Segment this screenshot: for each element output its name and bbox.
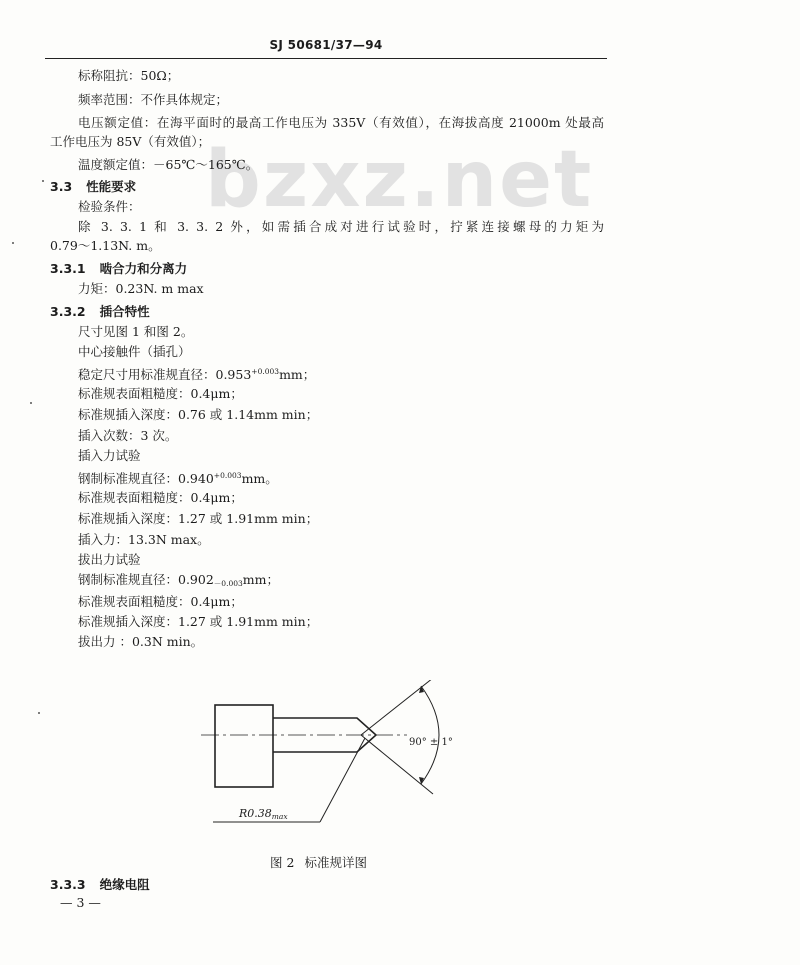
para-roughness-2: 标准规表面粗糙度：0.4μm； (78, 490, 243, 505)
scan-speck (38, 712, 40, 714)
angle-label: 90° ± 1° (409, 737, 453, 748)
para-roughness-3: 标准规表面粗糙度：0.4μm； (78, 594, 243, 609)
section-3-3-1-heading (50, 261, 187, 277)
tolerance-subscript: －0.003 (213, 579, 243, 588)
section-title: 啮合力和分离力 (99, 261, 188, 276)
para-gauge-diameter-2 (78, 468, 278, 487)
unit: mm。 (241, 471, 278, 486)
gauge-head (215, 705, 273, 787)
section-3-3-3-heading (50, 877, 150, 893)
para-torque-2: 0.79～1.13N. m。 (50, 238, 161, 253)
section-number: 3.3.3 (50, 877, 86, 892)
gauge-drawing (195, 680, 475, 845)
para-depth-1: 标准规插入深度：0.76 或 1.14mm min； (78, 407, 319, 422)
para-torque-1: 除 3. 3. 1 和 3. 3. 2 外，如需插合成对进行试验时，拧紧连接螺母的力矩为 (78, 219, 604, 234)
figure-title: 标准规详图 (304, 855, 367, 870)
section-number: 3.3 (50, 179, 73, 194)
para-impedance: 标称阻抗：50Ω； (78, 68, 180, 83)
para-gauge-diameter-1 (78, 364, 315, 383)
para-insert-force-test: 插入力试验 (78, 448, 141, 463)
para-depth-2: 标准规插入深度：1.27 或 1.91mm min； (78, 511, 319, 526)
para-depth-3: 标准规插入深度：1.27 或 1.91mm min； (78, 614, 319, 629)
para-test-conditions: 检验条件： (78, 199, 141, 214)
para-temperature: 温度额定值：－65℃～165℃。 (78, 157, 259, 172)
tolerance-superscript: +0.003 (213, 471, 242, 480)
para-moment: 力矩：0.23N. m max (78, 281, 204, 296)
scan-speck (30, 402, 32, 404)
header-rule (45, 58, 607, 59)
para-roughness-1: 标准规表面粗糙度：0.4μm； (78, 386, 243, 401)
para-pull-test: 拔出力试验 (78, 552, 141, 567)
section-number: 3.3.1 (50, 261, 86, 276)
para-insert-force: 插入力：13.3N max。 (78, 532, 210, 547)
radius-leader (320, 738, 365, 822)
angle-arc (421, 686, 439, 784)
para-dimensions: 尺寸见图 1 和图 2。 (78, 324, 194, 339)
figure-caption (270, 853, 367, 871)
section-title: 性能要求 (86, 179, 137, 194)
figure-number: 图 2 (270, 855, 295, 870)
page-header-code: SJ 50681/37—94 (269, 38, 383, 52)
unit: mm； (279, 367, 316, 382)
para-voltage-2: 工作电压为 85V（有效值）； (50, 134, 211, 149)
para-voltage-1: 电压额定值：在海平面时的最高工作电压为 335V（有效值），在海拔高度 21000m 处最高 (78, 115, 604, 130)
para-frequency: 频率范围：不作具体规定； (78, 92, 229, 107)
gauge-diameter-value: 钢制标准规直径：0.940 (78, 471, 214, 486)
watermark: bzxz.net (205, 135, 594, 225)
gauge-diameter-value: 稳定尺寸用标准规直径：0.953 (78, 367, 252, 382)
para-insert-count: 插入次数：3 次。 (78, 428, 178, 443)
page-number: — 3 — (60, 895, 101, 910)
gauge-detail-figure (195, 680, 475, 849)
section-title: 插合特性 (99, 304, 150, 319)
scan-speck (42, 180, 44, 182)
radius-label: R0.38max (239, 807, 288, 821)
section-title: 绝缘电阻 (99, 877, 150, 892)
gauge-diameter-value: 钢制标准规直径：0.902 (78, 572, 214, 587)
section-3-3-heading (50, 179, 136, 195)
para-center-contact: 中心接触件（插孔） (78, 344, 191, 359)
unit: mm； (242, 572, 279, 587)
para-pull-force: 拔出力 ：0.3N min。 (78, 634, 204, 649)
scan-speck (12, 242, 14, 244)
section-3-3-2-heading (50, 304, 150, 320)
section-number: 3.3.2 (50, 304, 86, 319)
para-gauge-diameter-3 (78, 572, 279, 592)
tolerance-superscript: +0.003 (251, 367, 280, 376)
